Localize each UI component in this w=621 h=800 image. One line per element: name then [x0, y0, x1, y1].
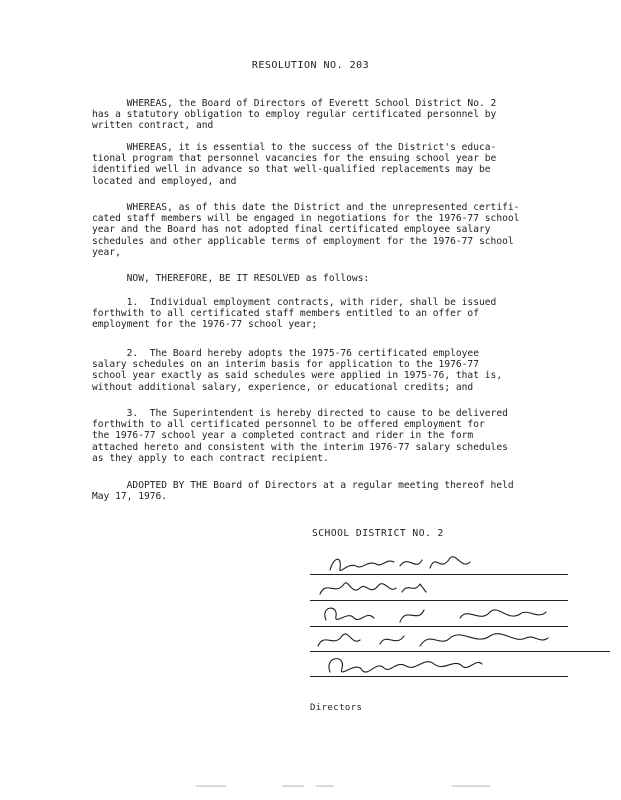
text-line: forthwith to all certificated staff members entitled to an offer of: [92, 308, 479, 320]
signature-block: [290, 548, 610, 718]
school-district-label: SCHOOL DISTRICT NO. 2: [312, 528, 444, 539]
text-line: 1. Individual employment contracts, with rider, shall be issued: [92, 297, 497, 308]
text-line: year,: [92, 246, 121, 258]
text-line: school year exactly as said schedules were applied in 1975-76, that is,: [92, 370, 503, 382]
signature-1: [330, 557, 470, 571]
directors-label: Directors: [310, 703, 363, 713]
whereas-paragraph-2: [92, 142, 532, 187]
text-line: located and employed, and: [92, 175, 237, 187]
text-line: schedules and other applicable terms of employment for the 1976-77 school: [92, 235, 514, 247]
text-line: ADOPTED BY THE Board of Directors at a regular meeting thereof held: [92, 480, 514, 491]
resolution-item-1: [92, 297, 532, 331]
resolution-title: RESOLUTION NO. 203: [251, 60, 370, 71]
text-line: cated staff members will be engaged in negotiations for the 1976-77 school: [92, 213, 520, 225]
text-line: NOW, THEREFORE, BE IT RESOLVED as follows:: [92, 273, 370, 284]
whereas-paragraph-1: [92, 98, 532, 132]
signature-5: [329, 659, 482, 672]
text-line: has a statutory obligation to employ regular certificated personnel by: [92, 109, 497, 121]
text-line: year and the Board has not adopted final certificated employee salary: [92, 224, 491, 236]
text-line: attached hereto and consistent with the interim 1976-77 salary schedules: [92, 441, 508, 453]
text-line: May 17, 1976.: [92, 491, 168, 503]
text-line: written contract, and: [92, 120, 214, 132]
text-line: forthwith to all certificated personnel to be offered employment for: [92, 419, 485, 431]
handwritten-signatures: [290, 548, 610, 718]
resolution-item-3: [92, 408, 532, 464]
text-line: tional program that personnel vacancies for the ensuing school year be: [92, 153, 497, 165]
text-line: salary schedules on an interim basis for application to the 1976-77: [92, 359, 479, 371]
whereas-paragraph-3: [92, 202, 532, 258]
text-line: WHEREAS, the Board of Directors of Everett School District No. 2: [92, 98, 497, 109]
resolved-heading: [92, 273, 532, 284]
resolution-item-2: [92, 348, 532, 393]
adoption-statement: [92, 480, 532, 502]
text-line: identified well in advance so that well-qualified replacements may be: [92, 164, 491, 176]
text-line: without additional salary, experience, or educational credits; and: [92, 381, 474, 393]
signature-3: [325, 608, 546, 622]
text-line: the 1976-77 school year a completed contract and rider in the form: [92, 430, 474, 442]
text-line: as they apply to each contract recipient.: [92, 452, 329, 464]
signature-2: [320, 583, 426, 594]
text-line: WHEREAS, as of this date the District and the unrepresented certifi-: [92, 202, 520, 213]
text-line: 3. The Superintendent is hereby directed to cause to be delivered: [92, 408, 508, 419]
text-line: employment for the 1976-77 school year;: [92, 319, 318, 331]
text-line: 2. The Board hereby adopts the 1975-76 certificated employee: [92, 348, 479, 359]
text-line: WHEREAS, it is essential to the success of the District's educa-: [92, 142, 497, 153]
signature-4: [318, 634, 548, 646]
scan-noise: [0, 780, 621, 792]
